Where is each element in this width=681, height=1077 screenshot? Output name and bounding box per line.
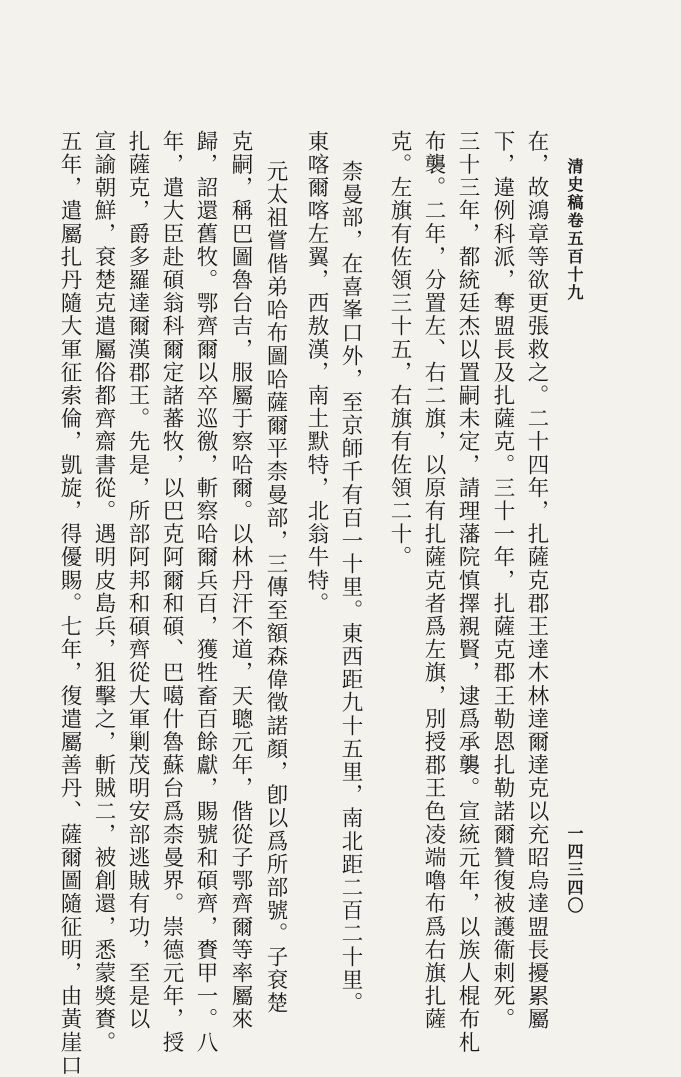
text-column: 歸，詔還舊牧。鄂齊爾以卒巡徼，斬察哈爾兵百，獲牲畜百餘獻，賜號和碩齊，賚甲一。八 [193,130,218,1054]
text-column: 三十三年，都統廷杰以置嗣未定，請理藩院慎擇親賢，逮爲承襲。宣統元年，以族人棍布札 [455,130,480,1054]
text-column: 五年，遣屬扎丹隨大軍征索倫，凱旋，得優賜。七年，復遣屬善丹、薩爾圖隨征明，由黃崖口 [57,130,82,1077]
text-column: 元太祖嘗偕弟哈布圖哈薩爾平柰曼部，三傳至額森偉徵諾顏，卽以爲所部號。子袞楚 [263,160,288,1015]
text-column: 宣諭朝鮮，袞楚克遣屬俗都齊齋書從。遇明皮島兵，狙擊之，斬賊二，被創還，悉蒙獎賚。 [91,130,116,1054]
text-column: 布襲。二年，分置左、右二旗，以原有扎薩克者爲左旗，別授郡王色凌端嚕布爲右旗扎薩 [421,130,446,1031]
page-number: 一四三四〇 [565,825,584,915]
text-column: 克嗣，稱巴圖魯台吉，服屬于察哈爾。以林丹汗不道，天聰元年，偕從子鄂齊爾等率屬來 [228,130,253,1031]
text-column: 克。左旗有佐領三十五，右旗有佐領二十。 [387,130,412,569]
text-column: 在，故鴻章等欲更張救之。二十四年，扎薩克郡王達木林達爾達克以充昭烏達盟長擾累屬 [524,130,549,1031]
text-column: 扎薩克，爵多羅達爾漢郡王。先是，所部阿邦和碩齊從大軍剿茂明安部逃賊有功，至是以 [125,130,150,1031]
text-column: 下，違例科派，奪盟長及扎薩克。三十一年，扎薩克郡王勒恩扎勒諾爾贊復被護衞刺死。 [490,130,515,1031]
text-column: 柰曼部，在喜峯口外，至京師千有百一十里。東西距九十五里，南北距二百二十里。 [338,160,363,1015]
text-column: 年，遣大臣赴碩翁科爾定諸蕃牧，以巴克阿爾和碩、巴噶什魯蘇台爲柰曼界。崇德元年，授 [159,130,184,1054]
running-title: 清史稿卷五百十九 [565,158,584,302]
text-column: 東喀爾喀左翼，西敖漢，南土默特，北翁牛特。 [304,130,329,616]
